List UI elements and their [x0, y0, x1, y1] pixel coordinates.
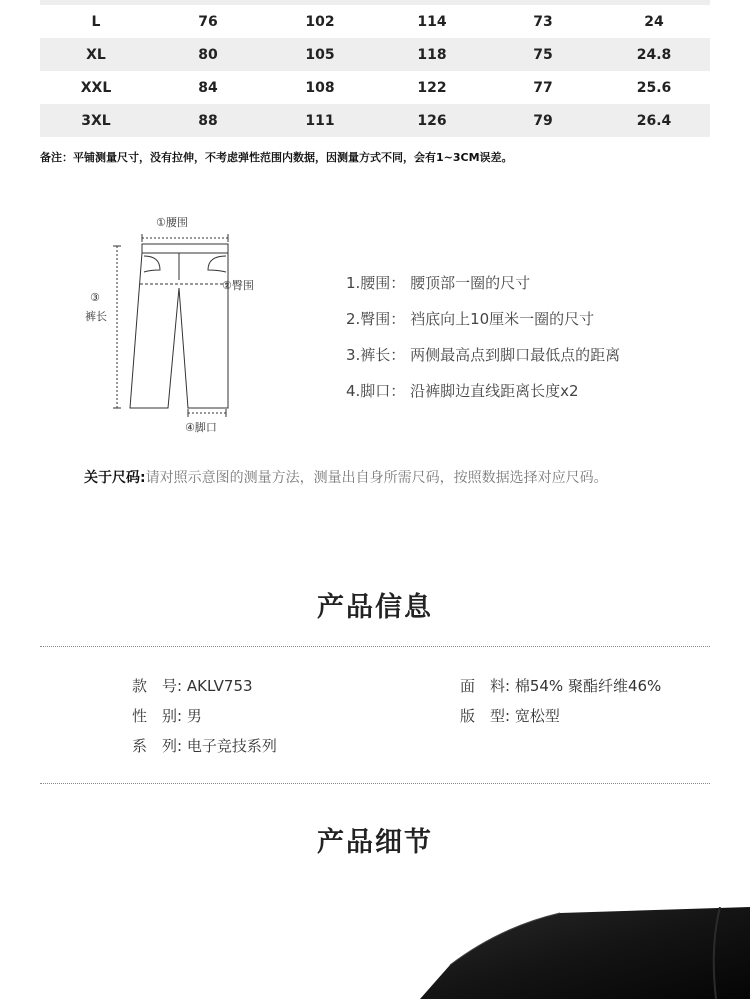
table-cell: 77	[533, 79, 553, 96]
table-cell: XXL	[80, 79, 112, 96]
info-series	[132, 735, 277, 756]
info-style-no	[132, 675, 253, 696]
length-label: 裤长	[85, 310, 107, 323]
table-row	[40, 71, 710, 104]
table-cell: 24	[644, 13, 664, 30]
table-cell: 79	[533, 112, 553, 129]
pants-diagram	[80, 210, 280, 440]
size-table	[40, 0, 710, 137]
table-cell: 25.6	[636, 79, 672, 96]
info-value: 宽松型	[514, 707, 560, 725]
info-key: 性 别:	[132, 707, 183, 725]
info-value: 男	[186, 707, 202, 725]
table-cell: 73	[533, 13, 553, 30]
table-cell: 88	[198, 112, 218, 129]
table-cell: L	[91, 13, 101, 30]
info-gender	[132, 705, 202, 726]
table-cell: 126	[417, 112, 447, 129]
length-number-label: ③	[90, 291, 100, 304]
table-cell: 108	[305, 79, 335, 96]
table-row	[40, 104, 710, 137]
size-guide-title: 关于尺码:	[84, 470, 146, 486]
table-cell: 24.8	[636, 46, 672, 63]
legend-item: 3.裤长： 两侧最高点到脚口最低点的距离	[346, 346, 621, 364]
table-row	[40, 38, 710, 71]
table-cell: 102	[305, 13, 335, 30]
waist-label: ①腰围	[156, 216, 188, 229]
info-value: 棉54% 聚酯纤维46%	[514, 677, 662, 695]
table-cell: 118	[417, 46, 447, 63]
product-detail-title: 产品细节	[317, 827, 433, 858]
hem-label: ④脚口	[185, 421, 217, 434]
pants-outline-icon	[80, 210, 280, 440]
divider	[40, 783, 710, 784]
table-cell: 80	[198, 46, 218, 63]
divider	[40, 646, 710, 647]
hip-label: ②臀围	[222, 279, 254, 292]
info-key: 版 型:	[460, 707, 511, 725]
table-cell: 3XL	[81, 112, 111, 129]
legend-item: 2.臀围： 裆底向上10厘米一圈的尺寸	[346, 310, 595, 328]
info-key: 系 列:	[132, 737, 183, 755]
info-key: 款 号:	[132, 677, 183, 695]
info-key: 面 料:	[460, 677, 511, 695]
table-cell: 122	[417, 79, 447, 96]
info-fit	[460, 705, 560, 726]
legend-item: 1.腰围： 腰顶部一圈的尺寸	[346, 274, 531, 292]
legend-item: 4.脚口： 沿裤脚边直线距离长度x2	[346, 382, 579, 400]
size-note: 备注：平铺测量尺寸，没有拉伸，不考虑弹性范围内数据，因测量方式不同，会有1~3CM误差。	[40, 151, 513, 164]
table-cell: 105	[305, 46, 335, 63]
table-cell: 75	[533, 46, 553, 63]
info-value: 电子竞技系列	[186, 737, 277, 755]
table-cell: 76	[198, 13, 218, 30]
table-cell: 114	[417, 13, 447, 30]
measurement-legend	[346, 272, 620, 416]
table-cell: 84	[198, 79, 218, 96]
table-row	[40, 5, 710, 38]
table-cell: XL	[86, 46, 106, 63]
size-guide-text	[84, 466, 674, 491]
size-guide-body: 请对照示意图的测量方法，测量出自身所需尺码，按照数据选择对应尺码。	[145, 470, 608, 486]
table-cell: 111	[305, 112, 335, 129]
info-value: AKLV753	[186, 677, 253, 695]
product-info-title: 产品信息	[317, 592, 433, 623]
info-fabric	[460, 675, 661, 696]
product-detail-photo	[420, 907, 750, 999]
fabric-image	[420, 907, 750, 999]
table-cell: 26.4	[636, 112, 672, 129]
